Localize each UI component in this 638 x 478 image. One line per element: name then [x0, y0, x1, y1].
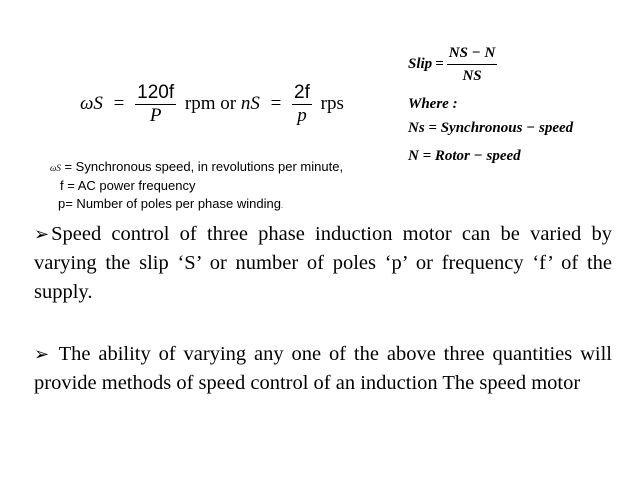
paragraph-1-text: Speed control of three phase induction motor can be varied by varying the slip ‘S’ or number of poles ‘p’ or frequency ‘f’ of the supply. — [34, 223, 612, 303]
legend-line-3-text: p= Number of poles per phase winding — [58, 196, 281, 211]
fraction-120f-over-p — [135, 82, 176, 127]
legend-line-3-period: . — [280, 203, 283, 210]
fraction-denominator-2: p — [297, 105, 307, 126]
speed-formula — [80, 82, 380, 142]
rps-text: rps — [320, 92, 344, 114]
definition-synchronous-speed: Ns = Synchronous − speed — [408, 120, 574, 136]
equals-sign-2: = — [270, 92, 282, 114]
paragraph-ability — [34, 340, 612, 398]
paragraph-speed-control — [34, 220, 612, 307]
where-label: Where : — [408, 96, 458, 112]
slip-label: Slip — [408, 56, 433, 72]
legend-line-synchronous-speed — [50, 158, 343, 177]
legend-line-1-text: = Synchronous speed, in revolutions per minute, — [60, 159, 344, 174]
legend-line-frequency: f = AC power frequency — [60, 178, 196, 193]
n-s-symbol: nS — [240, 92, 260, 114]
arrowhead-bullet-icon: ➢ — [34, 224, 50, 245]
rpm-or-text: rpm or — [184, 92, 237, 114]
slip-equals: = — [435, 56, 444, 72]
fraction-denominator-1: P — [149, 105, 162, 126]
symbol-legend — [50, 158, 343, 216]
equals-sign-1: = — [113, 92, 125, 114]
legend-omega-symbol: ωS — [50, 163, 61, 173]
fraction-numerator-1: 120f — [137, 82, 175, 103]
fraction-numerator-2: 2f — [294, 82, 310, 103]
omega-s-symbol: ωS — [80, 92, 103, 114]
slip-formula-block — [408, 38, 628, 168]
paragraph-2-text: The ability of varying any one of the above three quantities will provide methods of speed control of an induction The speed motor — [34, 343, 612, 394]
fraction-2f-over-p — [292, 82, 312, 127]
arrowhead-bullet-icon: ➢ — [34, 344, 50, 365]
definition-rotor-speed: N = Rotor − speed — [408, 148, 521, 164]
legend-line-poles — [50, 195, 343, 216]
slip-fraction — [447, 42, 498, 87]
slip-denominator: NS — [462, 67, 482, 84]
slip-numerator: NS − N — [447, 42, 498, 65]
slip-equation — [408, 38, 628, 90]
